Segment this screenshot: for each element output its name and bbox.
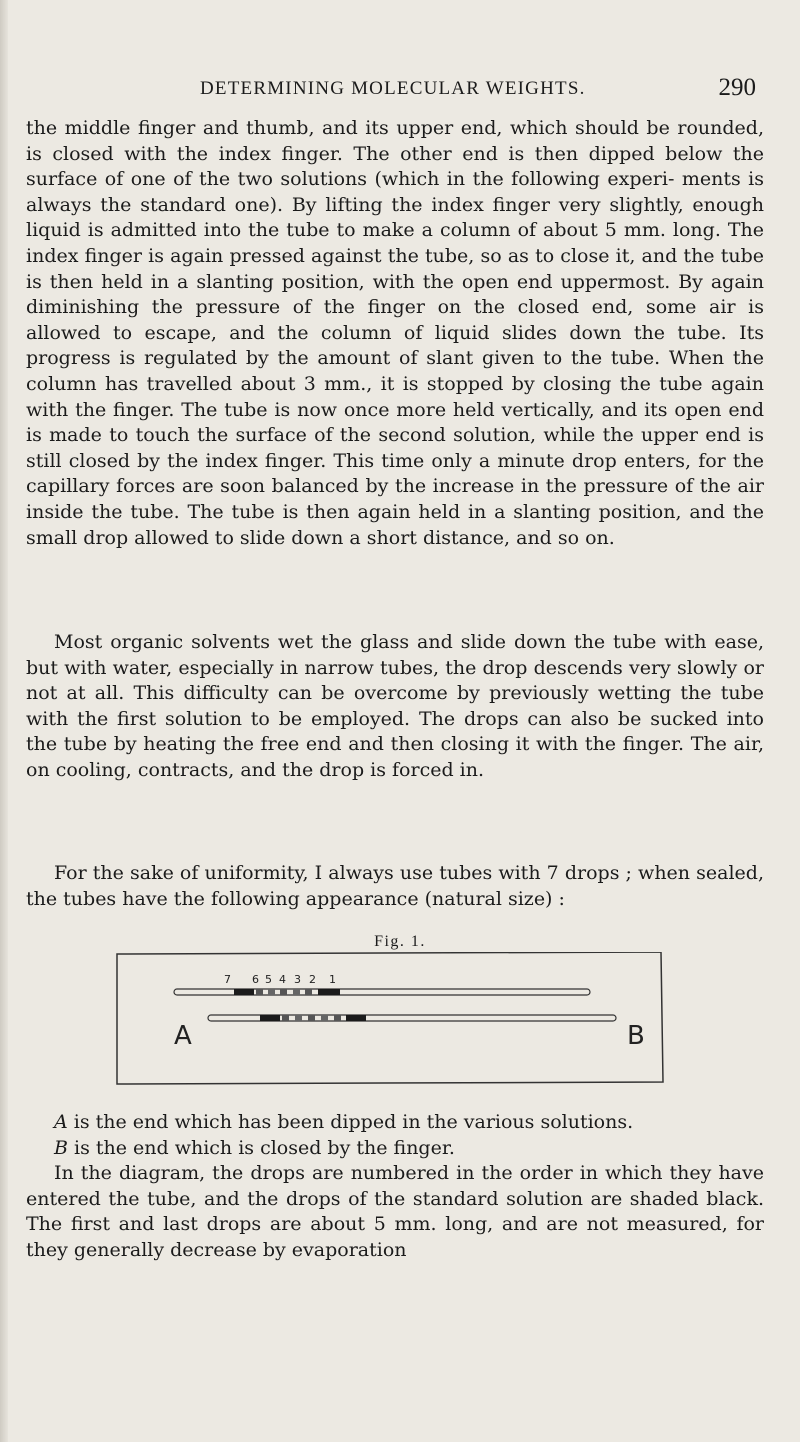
- figure-caption: Fig. 1.: [374, 933, 426, 950]
- tube-upper: [174, 989, 590, 995]
- drop-number: 6: [252, 973, 259, 986]
- line-b-text: is the end which is closed by the finger.: [67, 1136, 455, 1159]
- italic-a: A: [54, 1111, 68, 1133]
- paragraph-text: the middle finger and thumb, and its upper end, which should be rounded, is closed with the index finger. The other end is then dipped below the surface of one of the two solutions (which in the following experi- ments is always the standard one). By lifting the index finger very slightly, enough liquid is admitted into the tube to make a column of about 5 mm. long. The index finger is again pressed against the tube, so as to close it, and the tube is then held in a slanting position, with the open end uppermost. By again diminishing the pressure of the finger on the closed end, some air is allowed to escape, and the column of liquid slides down the tube. Its progress is regulated by the amount of slant given to the tube. When the column has travelled about 3 mm., it is stopped by closing the tube again with the finger. The tube is now once more held vertically, and its open end is made to touch the surface of the second solution, while the upper end is still closed by the index finger. This time only a minute drop enters, for the capillary forces are soon balanced by the increase in the pressure of the air inside the tube. The tube is then again held in a slanting position, and the small drop allowed to slide down a short distance, and so on.: [26, 117, 764, 549]
- drop-number: 5: [265, 973, 272, 986]
- label-a: A: [174, 1021, 192, 1051]
- drop-number: 7: [224, 973, 231, 986]
- paragraph-text: In the diagram, the drops are numbered in the order in which they have entered the tube, and the drops of the standard solution are shaded black. The first and last drops are about 5 mm. long, and are not measured, for they generally decrease by evaporation: [26, 1162, 764, 1261]
- figure-1: [116, 952, 676, 1086]
- paragraph-2: [26, 630, 764, 784]
- line-a: [26, 1110, 764, 1136]
- running-title: DETERMINING MOLECULAR WEIGHTS.: [200, 78, 586, 99]
- figure-explanation: [26, 1110, 764, 1264]
- drop-number: 4: [279, 973, 286, 986]
- paragraph-3: [26, 861, 764, 912]
- tube-diagram: [116, 952, 676, 1086]
- paragraph-1: [26, 116, 764, 551]
- tube-lower: [208, 1015, 616, 1021]
- page-number: 290: [718, 74, 756, 101]
- figure-frame: [117, 952, 663, 1084]
- italic-b: B: [54, 1136, 68, 1159]
- line-a-text: is the end which has been dipped in the various solutions.: [67, 1111, 634, 1133]
- drop-number: 2: [309, 973, 316, 986]
- paragraph-text: For the sake of uniformity, I always use tubes with 7 drops ; when sealed, the tubes have the following appearance (natural size) :: [26, 862, 764, 910]
- line-b: [26, 1136, 764, 1162]
- label-b: B: [627, 1021, 645, 1051]
- page-header: [0, 74, 800, 108]
- drop-number: 1: [329, 973, 336, 986]
- drop-number: 3: [294, 973, 301, 986]
- page-edge: [0, 0, 8, 1442]
- paragraph-text: Most organic solvents wet the glass and slide down the tube with ease, but with water, especially in narrow tubes, the drop descends very slowly or not at all. This difficulty can be overcome by previously wetting the tube with the first solution to be employed. The drops can also be sucked into the tube by heating the free end and then closing it with the finger. The air, on cooling, contracts, and the drop is forced in.: [26, 631, 764, 781]
